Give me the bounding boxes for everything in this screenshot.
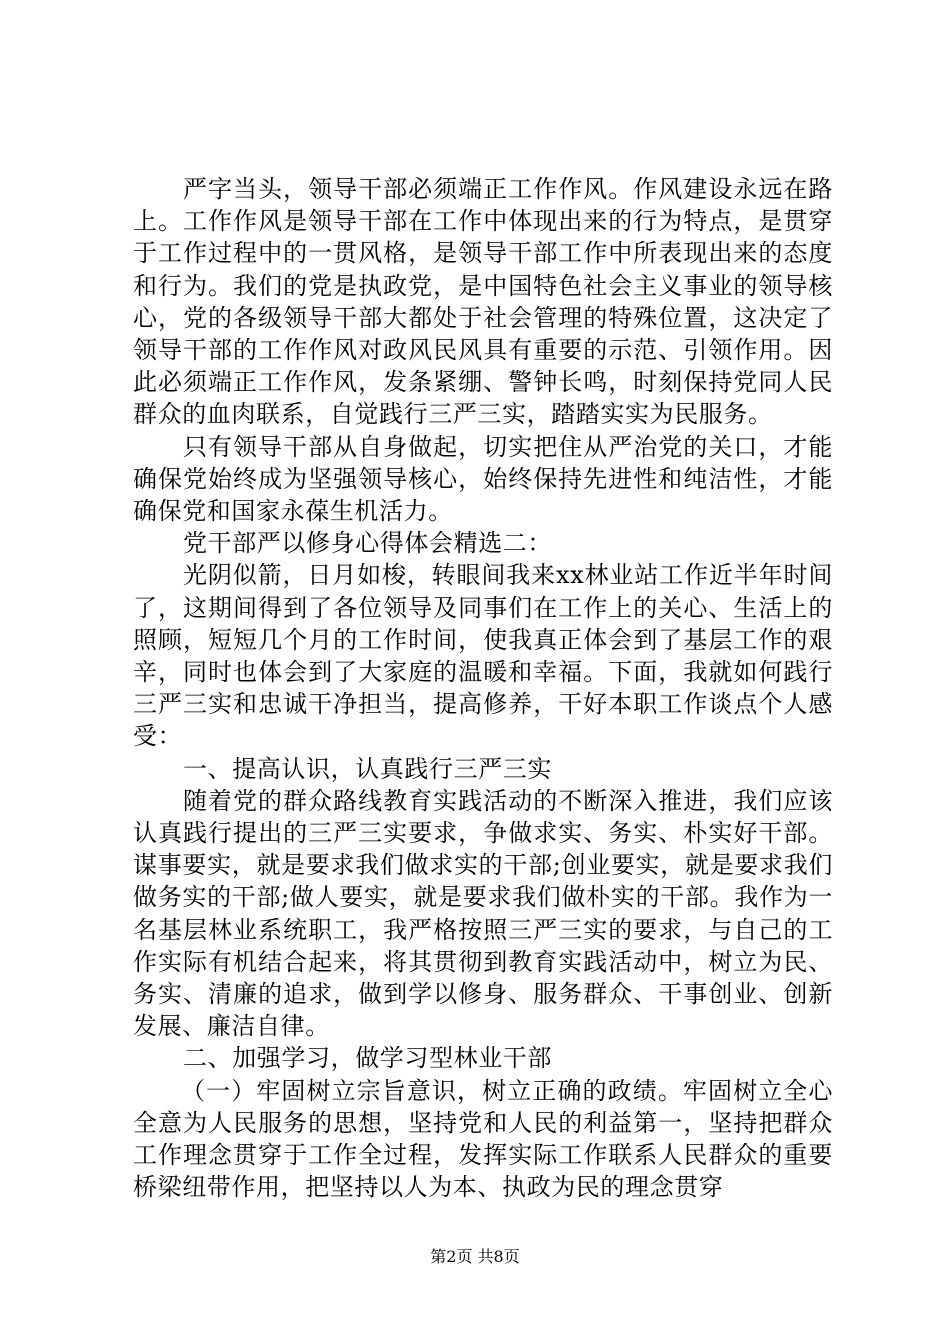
paragraph-purpose-awareness: （一）牢固树立宗旨意识，树立正确的政绩。牢固树立全心全意为人民服务的思想，坚持党和人民的利益第一，坚持把群众工作理念贯穿于工作全过程，发挥实际工作联系人民群众的重要桥梁纽带作用，把坚持以人为本、执政为民的理念贯穿 [133,1076,833,1202]
paragraph-section-title: 党干部严以修身心得体会精选二： [183,529,552,558]
paragraph-personal-intro: 光阴似箭，日月如梭，转眼间我来xx林业站工作近半年时间了，这期间得到了各位领导及同事们在工作上的关心、生活上的照顾，短短几个月的工作时间，使我真正体会到了基层工作的艰辛，同时也体会到了大家庭的温暖和幸福。下面，我就如何践行三严三实和忠诚干净担当，提高修养，干好本职工作谈点个人感受： [133,561,833,751]
heading-raise-awareness: 一、提高认识，认真践行三严三实 [183,754,552,783]
document-body [133,173,833,1204]
heading-strengthen-learning: 二、加强学习，做学习型林业干部 [183,1044,552,1073]
paragraph-three-stricts: 随着党的群众路线教育实践活动的不断深入推进，我们应该认真践行提出的三严三实要求，争做求实、务实、朴实好干部。谋事要实，就是要求我们做求实的干部;创业要实，就是要求我们做务实的干部;做人要实，就是要求我们做朴实的干部。我作为一名基层林业系统职工，我严格按照三严三实的要求，与自己的工作实际有机结合起来，将其贯彻到教育实践活动中，树立为民、务实、清廉的追求，做到学以修身、服务群众、干事创业、创新发展、廉洁自律。 [133,786,833,1041]
page-number-footer: 第2页 共8页 [430,1247,520,1266]
paragraph-leaders-start: 只有领导干部从自身做起，切实把住从严治党的关口，才能确保党始终成为坚强领导核心，始终保持先进性和纯洁性，才能确保党和国家永葆生机活力。 [133,432,833,526]
paragraph-work-style: 严字当头，领导干部必须端正工作作风。作风建设永远在路上。工作作风是领导干部在工作中体现出来的行为特点，是贯穿于工作过程中的一贯风格，是领导干部工作中所表现出来的态度和行为。我们的党是执政党，是中国特色社会主义事业的领导核心，党的各级领导干部大都处于社会管理的特殊位置，这决定了领导干部的工作作风对政风民风具有重要的示范、引领作用。因此必须端正工作作风，发条紧绷、警钟长鸣，时刻保持党同人民群众的血肉联系，自觉践行三严三实，踏踏实实为民服务。 [133,175,833,429]
